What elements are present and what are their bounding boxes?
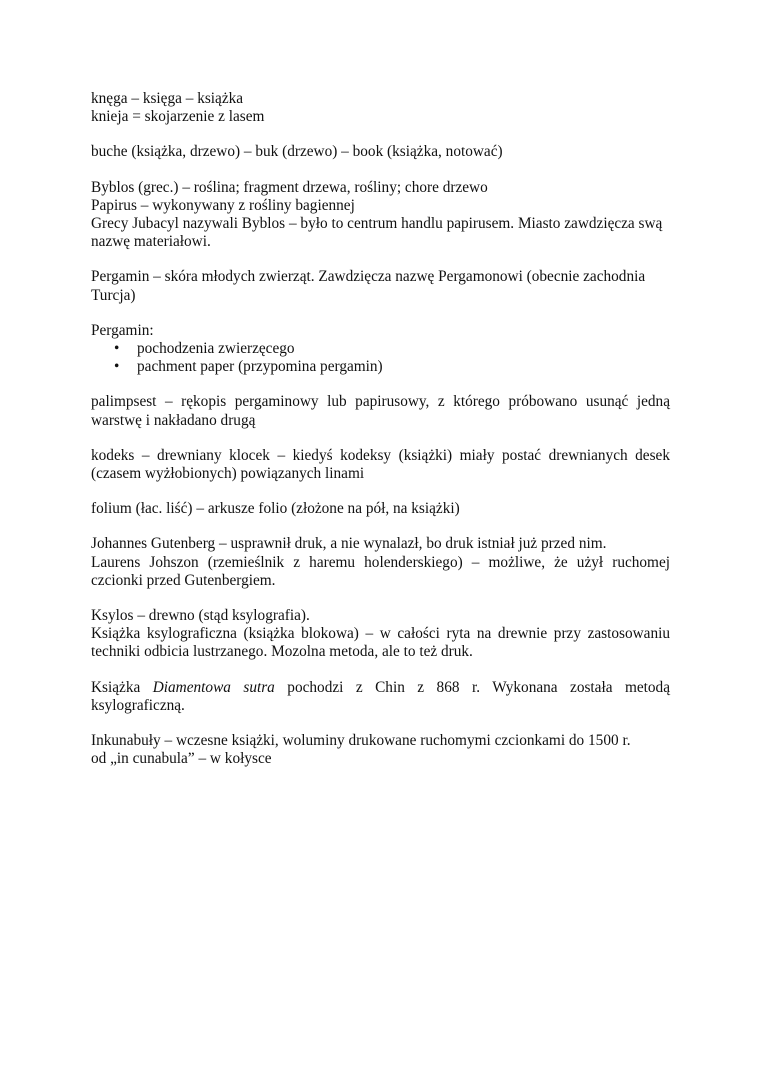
paragraph-byblos xyxy=(91,179,670,252)
paragraph-pergamin-list xyxy=(91,322,670,377)
bullet-icon: • xyxy=(114,340,120,358)
paragraph-knega xyxy=(91,90,670,126)
text-line: folium (łac. liść) – arkusze folio (złożone na pół, na książki) xyxy=(91,500,460,518)
text-line: Inkunabuły – wczesne książki, woluminy drukowane ruchomymi czcionkami do 1500 r. xyxy=(91,732,631,750)
text-line: knieja = skojarzenie z lasem xyxy=(91,108,265,126)
paragraph-diamentowa-sutra xyxy=(91,679,670,715)
paragraph-pergamin xyxy=(91,268,670,304)
bullet-list xyxy=(91,340,670,376)
list-item-text: pachment paper (przypomina pergamin) xyxy=(137,358,383,376)
paragraph-folium xyxy=(91,500,670,518)
text-line: buche (książka, drzewo) – buk (drzewo) – book (książka, notować) xyxy=(91,143,503,161)
paragraph-palimpsest xyxy=(91,393,670,429)
text-line: Pergamin – skóra młodych zwierząt. Zawdzięcza nazwę Pergamonowi (obecnie zachodnia Turcja) xyxy=(91,268,646,304)
text-line: Johannes Gutenberg – usprawnił druk, a nie wynalazł, bo druk istniał już przed nim. xyxy=(91,535,607,553)
text-line: od „in cunabula” – w kołysce xyxy=(91,750,272,768)
text-line: Ksylos – drewno (stąd ksylografia). xyxy=(91,607,310,625)
text-line: palimpsest – rękopis pergaminowy lub papirusowy, z którego próbowano usunąć jedną warstwę i nakładano drugą xyxy=(91,393,670,429)
paragraph-gutenberg xyxy=(91,535,670,590)
list-item xyxy=(114,358,670,376)
paragraph-buche xyxy=(91,143,670,161)
paragraph-kodeks xyxy=(91,447,670,483)
list-item xyxy=(114,340,670,358)
text-block xyxy=(91,554,670,590)
paragraph-ksylos xyxy=(91,607,670,662)
text-line: Papirus – wykonywany z rośliny bagiennej xyxy=(91,196,355,214)
text-line: Byblos (grec.) – roślina; fragment drzewa, rośliny; chore drzewo xyxy=(91,178,488,196)
bullet-icon: • xyxy=(114,358,120,376)
text-line: Książka ksylograficzna (książka blokowa) – w całości ryta na drewnie przy zastosowaniu techniki odbicia lustrzanego. Mozolna metoda, ale to też druk. xyxy=(91,625,670,661)
list-heading: Pergamin: xyxy=(91,321,154,339)
text-line: kodeks – drewniany klocek – kiedyś kodeksy (książki) miały postać drewnianych desek (czasem wyżłobionych) powiązanych linami xyxy=(91,446,670,483)
text-line: Laurens Johszon (rzemieślnik z haremu holenderskiego) – możliwe, że użył ruchomej czcionki przed Gutenbergiem. xyxy=(91,553,670,589)
text-line: Grecy Jubacyl nazywali Byblos – było to centrum handlu papirusem. Miasto zawdzięcza swą nazwę materiałowi. xyxy=(91,215,663,251)
paragraph-inkunabuly xyxy=(91,732,670,768)
list-item-text: pochodzenia zwierzęcego xyxy=(137,340,295,358)
document-page xyxy=(91,90,670,785)
text-block xyxy=(91,625,670,661)
book-title: Diamentowa sutra xyxy=(152,678,275,696)
text-fragment: pochodzi z Chin z 868 r. Wykonana została metodą ksylograficzną. xyxy=(91,678,670,714)
text-line: knęga – księga – książka xyxy=(91,90,244,107)
text-fragment: Książka xyxy=(91,678,153,696)
